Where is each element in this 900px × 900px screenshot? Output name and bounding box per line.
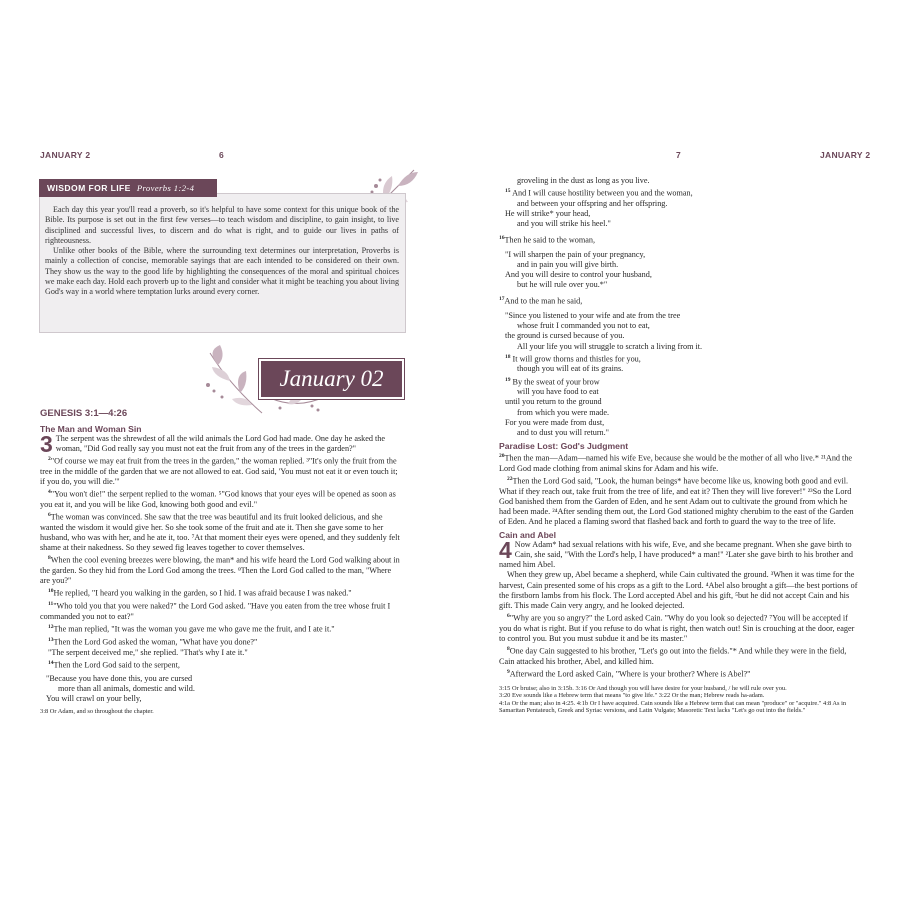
verse-paragraph: $^{17}$And to the man he said, (499, 296, 583, 307)
poetry-line: the ground is cursed because of you. (505, 331, 625, 341)
chapter-number: 3 (40, 431, 53, 458)
footnote: 3:20 Eve sounds like a Hebrew term that means "to give life." 3:22 Or the man; Hebrew reads ha-adam. (499, 692, 765, 700)
verse-paragraph: $^{12}$The man replied, "It was the woman you gave me who gave me the fruit, and I ate it." (48, 624, 335, 634)
page-number-right: 7 (676, 150, 682, 160)
verse-paragraph: 4 Now Adam* had sexual relations with his wife, Eve, and she became pregnant. When she gave birth to Cain, she said, "With the Lord's help, I have produced* a man!" ²Later she gave birth to his brother and named him Abel. (499, 537, 853, 570)
section-heading-cain-abel: Cain and Abel (499, 530, 556, 541)
verse-paragraph: When they grew up, Abel became a shepherd, while Cain cultivated the ground. ³When it was time for the harvest, Cain presented some of his crops as a gift to the Lord. ⁴Abel also brought a gift—the best portions of the firstborn lambs from his flock. The Lord accepted Abel and his gift, ⁵but he did not accept Cain and his gift. This made Cain very angry, and he looked dejected. (499, 570, 858, 610)
poetry-line: $^{18}$ It will grow thorns and thistles for you, (505, 353, 641, 364)
left-passage (40, 423, 402, 716)
section-heading: The Man and Woman Sin (40, 424, 142, 434)
right-passage (499, 176, 861, 715)
verse-paragraph: $^4$"You won't die!" the serpent replied to the woman. ⁵"God knows that your eyes will be opened as soon as you eat it, and you will be like God, knowing both good and evil." (40, 489, 396, 510)
poetry-line: And you will desire to control your husband, (505, 270, 652, 280)
wisdom-text (45, 205, 399, 298)
verse-paragraph: 3 The serpent was the shrewdest of all the wild animals the Lord God had made. One day he asked the woman, "Did God really say you must not eat the fruit from any of the trees in the garden?" (40, 431, 386, 458)
footnote: 3:15 Or bruise; also in 3:15b. 3:16 Or And though you will have desire for your husband, / he will rule over you. (499, 684, 787, 692)
poetry-line: until you return to the ground (505, 397, 602, 407)
verse-paragraph: $^{20}$Then the man—Adam—named his wife Eve, because she would be the mother of all who live.* ²¹And the Lord God made clothing from animal skins for Adam and his wife. (499, 452, 853, 473)
poetry-line: "Since you listened to your wife and ate from the tree (505, 311, 681, 321)
poetry-line: You will crawl on your belly, (46, 693, 142, 703)
verse-paragraph: $^9$Afterward the Lord asked Cain, "Where is your brother? Where is Abel?" (507, 668, 751, 679)
running-head-left: JANUARY 2 (40, 150, 91, 160)
poetry-block (40, 674, 402, 704)
wisdom-paragraph: Unlike other books of the Bible, where the surrounding text determines our interpretation, Proverbs is mainly a collection of concise, memorable sayings that are each intended to be considered on their own. They show us the way to the good life by highlighting the consequences of the moral and spiritual choices we make each day. Hold each proverb up to the light and consider what it might be teaching you about living God's way in a world where temptation lurks around every corner. (45, 246, 399, 297)
verse-paragraph: $^{16}$Then he said to the woman, (499, 235, 595, 245)
verse-paragraph: $^6$The woman was convinced. She saw that the tree was beautiful and its fruit looked delicious, and she wanted the wisdom it would give her. So she took some of the fruit and ate it. Then she gave some to her husband, who was with her, and he ate it, too. ⁷At that moment their eyes were opened, and they suddenly felt shame at their nakedness. So they sewed fig leaves together to cover themselves. (40, 512, 400, 553)
poetry-line: For you were made from dust, (505, 417, 605, 427)
wisdom-tag (39, 179, 217, 197)
footnote: 3:8 Or Adam, and so throughout the chapter. (40, 707, 154, 715)
poetry-line: and to dust you will return." (517, 427, 610, 437)
poetry-line: but he will rule over you.*" (517, 280, 608, 290)
poetry-line: whose fruit I commanded you not to eat, (517, 321, 650, 331)
poetry-block (499, 250, 861, 290)
verse-paragraph: $^{11}$"Who told you that you were naked?" the Lord God asked. "Have you eaten from the tree whose fruit I commanded you not to eat?" (40, 601, 391, 621)
poetry-line: "I will sharpen the pain of your pregnancy, (505, 250, 646, 260)
poetry-line: will you have food to eat (517, 387, 599, 397)
verse-paragraph: $^{14}$Then the Lord God said to the serpent, (48, 659, 180, 670)
reading-reference: GENESIS 3:1—4:26 (40, 408, 128, 419)
wisdom-label: WISDOM FOR LIFE (47, 183, 131, 193)
page-number-left: 6 (219, 150, 225, 160)
wisdom-paragraph: Each day this year you'll read a proverb, so it's helpful to have some context for this unique book of the Bible. Its purpose is set out in the first few verses—to teach wisdom and discipline, to gain insight, to live disciplined and successful lives, to discern and do what is right, and to guide our lives in paths of righteousness. (45, 205, 399, 245)
verse-paragraph: $^8$One day Cain suggested to his brother, "Let's go out into the fields."* And while they were in the field, Cain attacked his brother, Abel, and killed him. (499, 645, 847, 666)
verse-paragraph: $^{13}$Then the Lord God asked the woman, "What have you done?" (48, 636, 258, 647)
poetry-line: $^{15}$ And I will cause hostility between you and the woman, (505, 188, 693, 198)
verse-paragraph: $^{22}$Then the Lord God said, "Look, the human beings* have become like us, knowing both good and evil. What if they reach out, take fruit from the tree of life, and eat it? Then they will live forever!" ²³So the Lord God banished them from the Garden of Eden, and he sent Adam out to cultivate the ground from which he had been made. ²⁴After sending them out, the Lord God stationed mighty cherubim to the east of the Garden of Eden. And he placed a flaming sword that flashed back and forth to guard the way to the tree of life. (499, 475, 854, 526)
verse-paragraph: $^8$When the cool evening breezes were blowing, the man* and his wife heard the Lord God walking about in the garden. So they hid from the Lord God among the trees. ⁹Then the Lord God called to the man, "Where are you?" (40, 555, 400, 586)
poetry-block (499, 176, 861, 229)
verse-paragraph: $^{10}$He replied, "I heard you walking in the garden, so I hid. I was afraid because I was naked." (48, 588, 352, 599)
poetry-line: groveling in the dust as long as you live. (517, 176, 650, 185)
chapter-number: 4 (499, 537, 512, 564)
section-heading-judgment: Paradise Lost: God's Judgment (499, 440, 629, 451)
poetry-line: more than all animals, domestic and wild. (58, 683, 195, 693)
poetry-line: He will strike* your head, (505, 209, 591, 219)
poetry-line: $^{19}$ By the sweat of your brow (505, 376, 600, 387)
right-page (450, 0, 900, 900)
poetry-line: and between your offspring and her offspring. (517, 198, 668, 208)
poetry-line: and in pain you will give birth. (517, 260, 619, 270)
wisdom-reference: Proverbs 1:2-4 (136, 183, 195, 193)
running-head-right: JANUARY 2 (820, 150, 871, 160)
poetry-block (499, 311, 861, 438)
poetry-line: "Because you have done this, you are cursed (46, 673, 193, 683)
footnotes (499, 685, 861, 715)
verse-paragraph: $^6$"Why are you so angry?" the Lord asked Cain. "Why do you look so dejected? ⁷You will be accepted if you do what is right. But if you refuse to do what is right, then watch out! Sin is crouching at the door, eager to control you. But you must subdue it and be its master." (499, 612, 855, 643)
poetry-line: All your life you will struggle to scratch a living from it. (517, 341, 703, 351)
poetry-line: though you will eat of its grains. (517, 364, 624, 374)
date-banner: January 02 (259, 359, 404, 399)
poetry-line: and you will strike his heel." (517, 219, 611, 229)
verse-paragraph: $^2$"Of course we may eat fruit from the trees in the garden," the woman replied. ³"It's only the fruit from the tree in the middle of the garden that we are not allowed to eat. God said, 'You must not eat it or even touch it; if you do, you will die.'" (40, 456, 398, 487)
poetry-line: from which you were made. (517, 407, 610, 417)
footnote: 4:1a Or the man; also in 4:25. 4:1b Or I have acquired. Cain sounds like a Hebrew term that can mean "produce" or "acquire." 4:8 As in Samaritan Pentateuch, Greek and Syriac versions, and Latin Vulgate; Masoretic Text lacks "Let's go out into the fields." (499, 699, 847, 715)
verse-paragraph: "The serpent deceived me," she replied. "That's why I ate it." (48, 647, 248, 657)
